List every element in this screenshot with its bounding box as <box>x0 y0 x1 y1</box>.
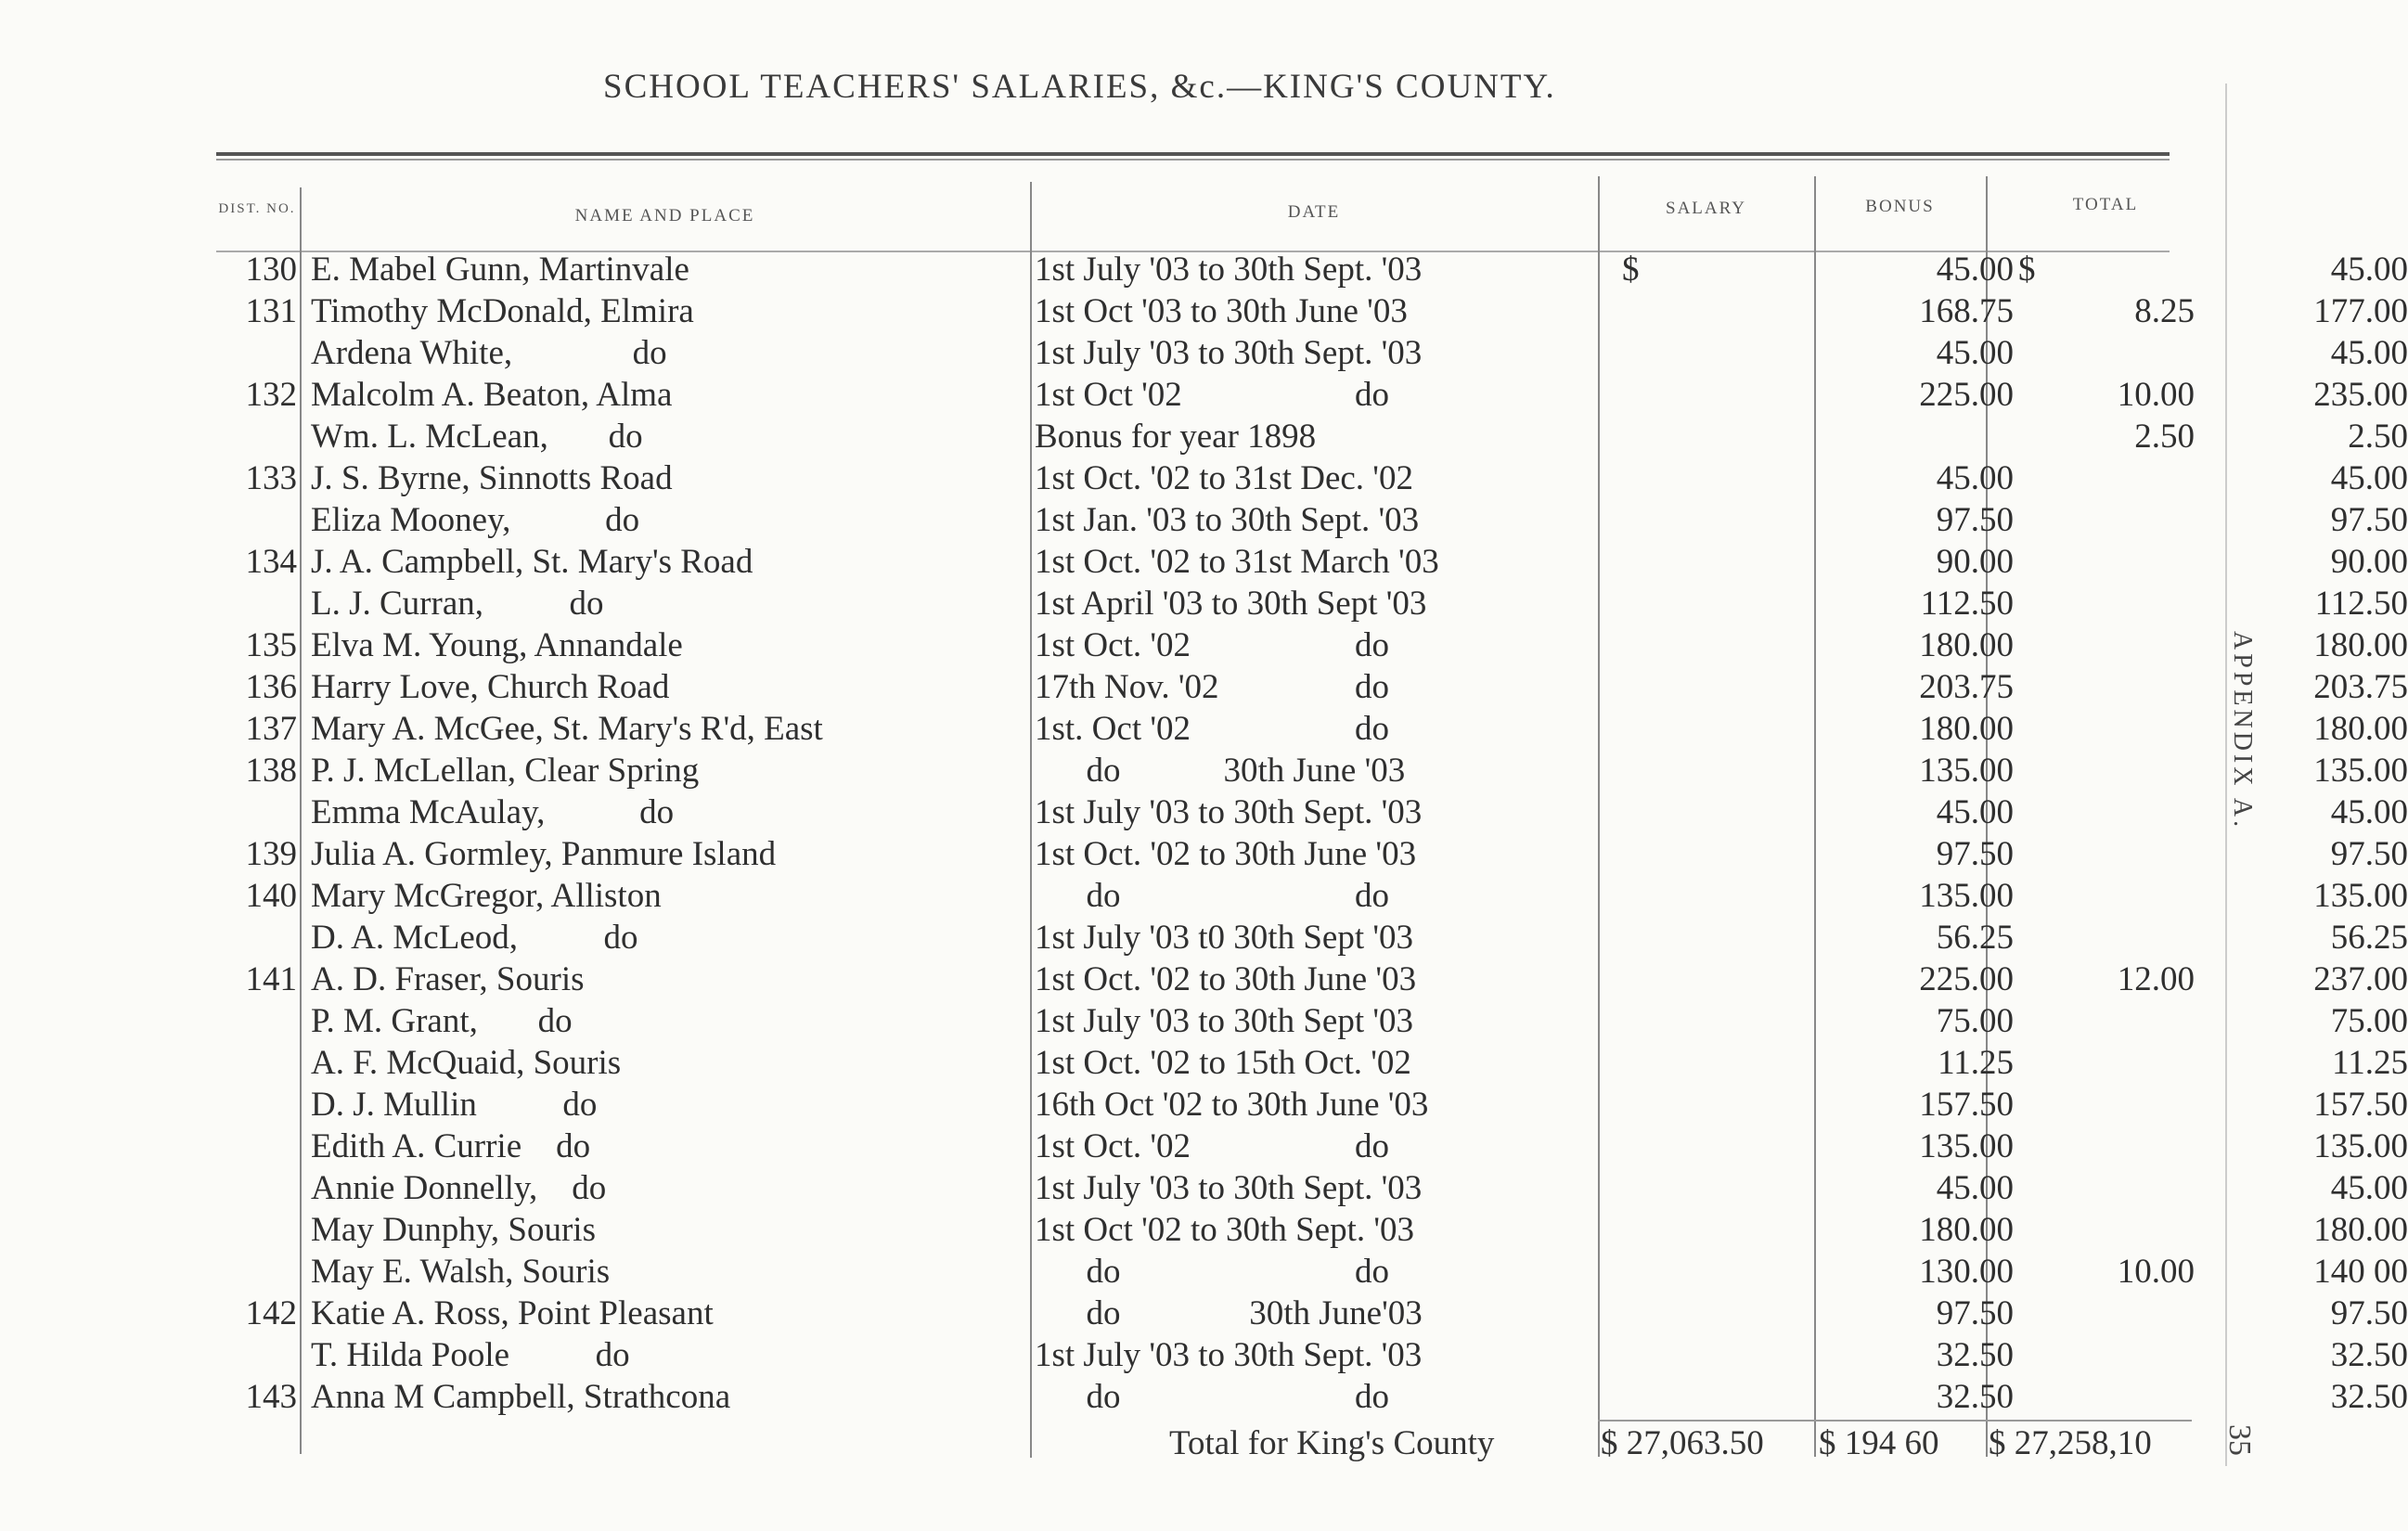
date-cell: 1st Oct. '02 to 15th Oct. '02 <box>1035 1044 1411 1082</box>
page-title: SCHOOL TEACHERS' SALARIES, &c.—KING'S COUNTY. <box>603 68 1556 106</box>
total-cell: 75.00 <box>2330 1002 2408 1040</box>
salary-cell: 135.00 <box>1919 877 2014 915</box>
name-place-cell: Harry Love, Church Road <box>311 668 670 706</box>
total-cell: 180.00 <box>2313 710 2408 748</box>
dist-no-cell: 138 <box>245 752 297 790</box>
bonus-cell: 2.50 <box>2134 418 2195 456</box>
date-cell: 1st Oct. '02 to 31st March '03 <box>1035 543 1439 581</box>
total-cell: 97.50 <box>2330 835 2408 873</box>
salary-cell: 45.00 <box>1936 459 2014 497</box>
salary-cell: 90.00 <box>1936 543 2014 581</box>
bonus-cell: 12.00 <box>2117 960 2195 998</box>
salary-dollar-sign: $ <box>1622 251 1640 289</box>
date-cell: 1st July '03 to 30th Sept. '03 <box>1035 1169 1423 1207</box>
salary-cell: 112.50 <box>1920 585 2014 623</box>
dist-no-cell: 141 <box>245 960 297 998</box>
date-cell: do 30th June'03 <box>1035 1294 1423 1332</box>
salary-cell: 45.00 <box>1936 793 2014 831</box>
total-cell: 11.25 <box>2332 1044 2408 1082</box>
total-cell: 45.00 <box>2330 251 2408 289</box>
dist-no-cell: 132 <box>245 376 297 414</box>
bonus-cell: 10.00 <box>2117 1253 2195 1291</box>
name-place-cell: L. J. Curran, do <box>311 585 604 623</box>
total-cell: 177.00 <box>2313 292 2408 330</box>
salary-cell: 135.00 <box>1919 752 2014 790</box>
dist-no-cell: 142 <box>245 1294 297 1332</box>
top-rule <box>216 152 2170 156</box>
total-cell: 203.75 <box>2313 668 2408 706</box>
date-cell: 1st Oct. '02 to 30th June '03 <box>1035 835 1417 873</box>
name-place-cell: A. D. Fraser, Souris <box>311 960 585 998</box>
total-cell: 237.00 <box>2313 960 2408 998</box>
dist-no-cell: 143 <box>245 1378 297 1416</box>
header-bonus: BONUS <box>1865 197 1935 216</box>
salary-cell: 97.50 <box>1936 835 2014 873</box>
date-cell: do <box>1035 1378 1121 1416</box>
dist-no-cell: 136 <box>245 668 297 706</box>
salary-cell: 11.25 <box>1938 1044 2014 1082</box>
salary-cell: 157.50 <box>1919 1086 2014 1124</box>
salary-cell: 75.00 <box>1936 1002 2014 1040</box>
date-cell: 1st Oct '03 to 30th June '03 <box>1035 292 1408 330</box>
total-cell: 157.50 <box>2313 1086 2408 1124</box>
totals-salary: $ 27,063.50 <box>1601 1424 1764 1462</box>
total-cell: 235.00 <box>2313 376 2408 414</box>
dist-no-cell: 137 <box>245 710 297 748</box>
dist-no-cell: 131 <box>245 292 297 330</box>
name-place-cell: E. Mabel Gunn, Martinvale <box>311 251 689 289</box>
total-cell: 97.50 <box>2330 501 2408 539</box>
date-ditto-cell: do <box>1355 376 1389 414</box>
dist-no-cell: 140 <box>245 877 297 915</box>
date-ditto-cell: do <box>1355 710 1389 748</box>
name-place-cell: Edith A. Currie do <box>311 1127 591 1165</box>
dist-no-cell: 130 <box>245 251 297 289</box>
salary-cell: 180.00 <box>1919 626 2014 664</box>
date-cell: 1st Oct. '02 <box>1035 1127 1191 1165</box>
salary-cell: 225.00 <box>1919 960 2014 998</box>
header-name: NAME AND PLACE <box>574 206 755 225</box>
name-place-cell: May E. Walsh, Souris <box>311 1253 611 1291</box>
name-place-cell: A. F. McQuaid, Souris <box>311 1044 622 1082</box>
totals-bonus: $ 194 60 <box>1819 1424 1939 1462</box>
date-cell: 1st Oct '02 <box>1035 376 1182 414</box>
total-cell: 45.00 <box>2330 459 2408 497</box>
header-date: DATE <box>1287 202 1341 222</box>
name-place-cell: Annie Donnelly, do <box>311 1169 607 1207</box>
name-place-cell: Elva M. Young, Annandale <box>311 626 683 664</box>
date-cell: 1st July '03 to 30th Sept. '03 <box>1035 793 1423 831</box>
salary-cell: 97.50 <box>1936 1294 2014 1332</box>
page-number: 35 <box>2222 1424 2257 1456</box>
header-total: TOTAL <box>2072 195 2139 214</box>
total-cell: 135.00 <box>2313 877 2408 915</box>
salary-cell: 45.00 <box>1936 1169 2014 1207</box>
name-place-cell: D. J. Mullin do <box>311 1086 598 1124</box>
name-place-cell: May Dunphy, Souris <box>311 1211 596 1249</box>
header-dist: DIST. NO. <box>218 201 296 216</box>
date-ditto-cell: do <box>1355 1253 1389 1291</box>
total-cell: 90.00 <box>2330 543 2408 581</box>
total-cell: 112.50 <box>2314 585 2408 623</box>
name-place-cell: Eliza Mooney, do <box>311 501 640 539</box>
totals-rule <box>1598 1420 2192 1422</box>
date-cell: 1st Oct '02 to 30th Sept. '03 <box>1035 1211 1415 1249</box>
salary-cell: 203.75 <box>1919 668 2014 706</box>
name-place-cell: Wm. L. McLean, do <box>311 418 643 456</box>
salary-cell: 45.00 <box>1936 334 2014 372</box>
total-cell: 32.50 <box>2330 1336 2408 1374</box>
bonus-cell: 10.00 <box>2117 376 2195 414</box>
name-place-cell: Julia A. Gormley, Panmure Island <box>311 835 777 873</box>
name-place-cell: J. S. Byrne, Sinnotts Road <box>311 459 673 497</box>
total-cell: 135.00 <box>2313 1127 2408 1165</box>
name-place-cell: T. Hilda Poole do <box>311 1336 630 1374</box>
date-ditto-cell: do <box>1355 668 1389 706</box>
top-rule-thin <box>216 159 2170 161</box>
date-ditto-cell: do <box>1355 877 1389 915</box>
date-cell: 1st July '03 to 30th Sept '03 <box>1035 1002 1414 1040</box>
bonus-cell: 8.25 <box>2134 292 2195 330</box>
name-place-cell: P. J. McLellan, Clear Spring <box>311 752 700 790</box>
total-cell: 180.00 <box>2313 1211 2408 1249</box>
total-cell: 140 00 <box>2313 1253 2408 1291</box>
name-place-cell: P. M. Grant, do <box>311 1002 573 1040</box>
salary-cell: 45.00 <box>1936 251 2014 289</box>
total-cell: 2.50 <box>2348 418 2408 456</box>
salary-cell: 180.00 <box>1919 710 2014 748</box>
date-cell: 1st Oct. '02 to 31st Dec. '02 <box>1035 459 1413 497</box>
salary-cell: 168.75 <box>1919 292 2014 330</box>
date-cell: 16th Oct '02 to 30th June '03 <box>1035 1086 1429 1124</box>
name-place-cell: Emma McAulay, do <box>311 793 675 831</box>
date-cell: do <box>1035 877 1121 915</box>
name-place-cell: Mary McGregor, Alliston <box>311 877 662 915</box>
name-place-cell: Malcolm A. Beaton, Alma <box>311 376 673 414</box>
name-place-cell: J. A. Campbell, St. Mary's Road <box>311 543 753 581</box>
salary-cell: 180.00 <box>1919 1211 2014 1249</box>
salary-cell: 130.00 <box>1919 1253 2014 1291</box>
date-cell: 1st April '03 to 30th Sept '03 <box>1035 585 1427 623</box>
date-cell: 1st Oct. '02 to 30th June '03 <box>1035 960 1417 998</box>
salary-cell: 135.00 <box>1919 1127 2014 1165</box>
name-place-cell: Katie A. Ross, Point Pleasant <box>311 1294 714 1332</box>
date-cell: 1st July '03 to 30th Sept. '03 <box>1035 334 1423 372</box>
date-cell: 1st July '03 to 30th Sept. '03 <box>1035 251 1423 289</box>
appendix-label: APPENDIX A. <box>2228 631 2257 831</box>
total-cell: 32.50 <box>2330 1378 2408 1416</box>
date-cell: 17th Nov. '02 <box>1035 668 1219 706</box>
total-cell: 135.00 <box>2313 752 2408 790</box>
date-ditto-cell: do <box>1355 626 1389 664</box>
date-cell: 1st July '03 t0 30th Sept '03 <box>1035 919 1414 957</box>
header-salary: SALARY <box>1666 199 1746 218</box>
total-dollar-sign: $ <box>2018 251 2036 289</box>
date-cell: do 30th June '03 <box>1035 752 1406 790</box>
total-cell: 45.00 <box>2330 1169 2408 1207</box>
salary-cell: 97.50 <box>1936 501 2014 539</box>
total-cell: 56.25 <box>2330 919 2408 957</box>
total-cell: 45.00 <box>2330 793 2408 831</box>
totals-total: $ 27,258,10 <box>1989 1424 2152 1462</box>
total-cell: 180.00 <box>2313 626 2408 664</box>
totals-label: Total for King's County <box>1169 1424 1495 1462</box>
date-cell: do <box>1035 1253 1121 1291</box>
date-cell: Bonus for year 1898 <box>1035 418 1317 456</box>
name-place-cell: Anna M Campbell, Strathcona <box>311 1378 731 1416</box>
dist-no-cell: 133 <box>245 459 297 497</box>
date-cell: 1st. Oct '02 <box>1035 710 1191 748</box>
total-cell: 97.50 <box>2330 1294 2408 1332</box>
salary-cell: 225.00 <box>1919 376 2014 414</box>
total-cell: 45.00 <box>2330 334 2408 372</box>
name-place-cell: Ardena White, do <box>311 334 667 372</box>
salary-cell: 56.25 <box>1936 919 2014 957</box>
date-cell: 1st Jan. '03 to 30th Sept. '03 <box>1035 501 1420 539</box>
salary-cell: 32.50 <box>1936 1336 2014 1374</box>
dist-no-cell: 135 <box>245 626 297 664</box>
dist-no-cell: 139 <box>245 835 297 873</box>
name-place-cell: Timothy McDonald, Elmira <box>311 292 694 330</box>
col-sep-dist <box>300 187 302 1454</box>
date-ditto-cell: do <box>1355 1378 1389 1416</box>
salary-cell: 32.50 <box>1936 1378 2014 1416</box>
date-cell: 1st Oct. '02 <box>1035 626 1191 664</box>
dist-no-cell: 134 <box>245 543 297 581</box>
date-cell: 1st July '03 to 30th Sept. '03 <box>1035 1336 1423 1374</box>
name-place-cell: D. A. McLeod, do <box>311 919 638 957</box>
name-place-cell: Mary A. McGee, St. Mary's R'd, East <box>311 710 823 748</box>
date-ditto-cell: do <box>1355 1127 1389 1165</box>
